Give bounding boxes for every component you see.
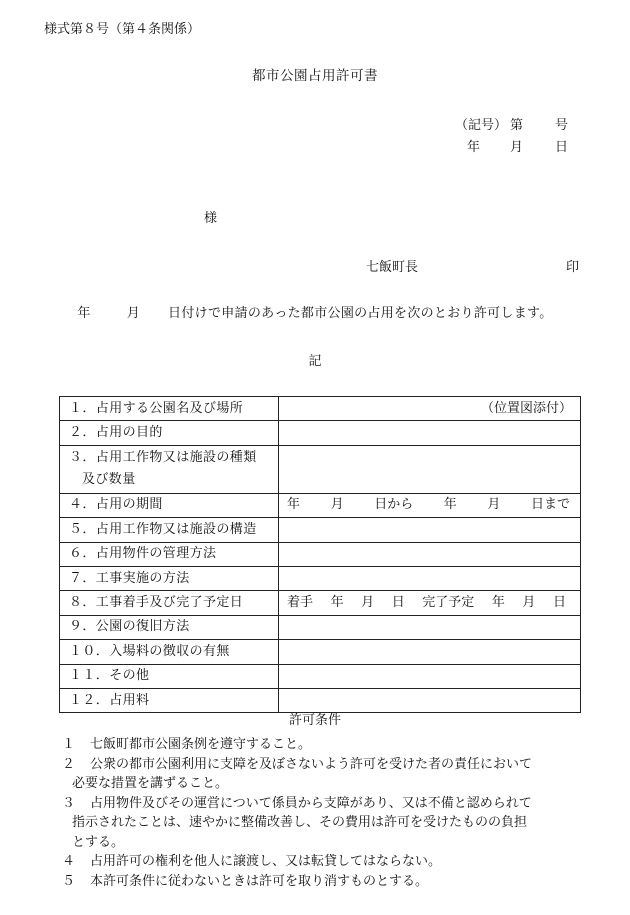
date-day: 日 (555, 140, 569, 155)
schedule-part: 月 (361, 595, 375, 611)
addressee-suffix: 様 (204, 211, 218, 226)
condition-text: 占用物件及びその運営について係員から支障があり、又は不備と認められて (90, 795, 532, 811)
schedule-part: 着手 (287, 595, 314, 611)
row-value (279, 664, 581, 688)
row-label: １０．入場料の徴収の有無 (60, 640, 279, 664)
row-label: ９．公園の復旧方法 (60, 615, 279, 639)
period-value (279, 493, 581, 517)
conditions-title: 許可条件 (288, 713, 341, 728)
table-row (60, 493, 581, 517)
period-part: 年 (287, 497, 301, 513)
condition-number: ３ (62, 795, 76, 811)
schedule-part: 日 (391, 595, 405, 611)
period-part: 日から (374, 497, 414, 513)
document-title: 都市公園占用許可書 (252, 68, 378, 84)
condition-text-cont: 指示されたことは、速やかに整備改善し、その費用は許可を受けたものの負担 (72, 815, 528, 830)
condition-item (62, 735, 587, 755)
condition-text-cont: とする。 (72, 834, 125, 850)
reference-go: 号 (555, 118, 569, 133)
condition-number: ５ (62, 873, 76, 889)
row-label: ５．占用工作物又は施設の構造 (60, 518, 279, 542)
condition-number: ４ (62, 854, 76, 869)
row-label-line2: 及び数量 (82, 472, 136, 488)
intro-year: 年 (77, 306, 91, 321)
schedule-part: 年 (330, 595, 344, 611)
row-value (279, 518, 581, 542)
condition-item (62, 872, 587, 892)
seal-mark: 印 (566, 260, 580, 275)
table-row (60, 518, 581, 542)
row-label: ２．占用の目的 (60, 421, 279, 445)
table-row (60, 542, 581, 566)
table-row (60, 421, 581, 445)
table-row (60, 445, 581, 493)
table-row (60, 640, 581, 664)
period-part: 年 (443, 497, 457, 513)
period-part: 日まで (530, 497, 570, 513)
row-value (279, 615, 581, 639)
table-row (60, 688, 581, 712)
row-value (279, 688, 581, 712)
table-row (60, 664, 581, 688)
row-label-line1: ３．占用工作物又は施設の種類 (69, 450, 257, 466)
row-label: ８．工事着手及び完了予定日 (60, 591, 279, 615)
form-number: 様式第８号（第４条関係） (44, 22, 201, 37)
row-value (279, 445, 581, 493)
row-label: ４．占用の期間 (60, 493, 279, 517)
condition-item (62, 755, 587, 794)
intro-sentence (0, 305, 630, 323)
condition-text: 占用許可の権利を他人に譲渡し、又は転貸してはならない。 (90, 854, 442, 869)
schedule-part: 年 (491, 595, 505, 611)
issuer-name: 七飯町長 (366, 260, 419, 275)
schedule-part: 完了予定 (422, 595, 475, 611)
row-label: １２．占用料 (60, 688, 279, 712)
row-value: （位置図添付） (279, 397, 581, 421)
schedule-part: 日 (552, 595, 566, 611)
condition-text: 七飯町都市公園条例を遵守すること。 (90, 737, 312, 752)
period-part: 月 (330, 497, 344, 513)
row-value (279, 640, 581, 664)
condition-item (62, 794, 587, 853)
condition-text-cont: 必要な措置を講ずること。 (72, 776, 229, 791)
schedule-value (279, 591, 581, 615)
table-row (60, 591, 581, 615)
period-part: 月 (487, 497, 501, 513)
intro-month: 月 (126, 306, 141, 321)
table-row (60, 397, 581, 421)
schedule-part: 月 (522, 595, 536, 611)
row-label: １１．その他 (60, 664, 279, 688)
row-label: ６．占用物件の管理方法 (60, 542, 279, 566)
conditions-list (62, 735, 587, 891)
row-label: １．占用する公園名及び場所 (60, 397, 279, 421)
row-value (279, 566, 581, 590)
condition-item (62, 852, 587, 872)
table-row (60, 566, 581, 590)
condition-number: ２ (62, 756, 76, 772)
row-label (60, 445, 279, 493)
row-value (279, 542, 581, 566)
condition-number: １ (62, 737, 76, 752)
permit-details-table (59, 396, 581, 713)
ki-heading: 記 (308, 354, 322, 369)
row-label: ７．工事実施の方法 (60, 566, 279, 590)
reference-dai: 第 (510, 118, 524, 133)
table-row (60, 615, 581, 639)
condition-text: 公衆の都市公園利用に支障を及ぼさないよう許可を受けた者の責任において (90, 756, 533, 772)
intro-text: 日付けで申請のあった都市公園の占用を次のとおり許可します。 (168, 306, 553, 321)
date-year: 年 (467, 140, 481, 155)
reference-label: （記号） (455, 118, 508, 133)
date-month: 月 (510, 140, 524, 155)
row-value (279, 421, 581, 445)
condition-text: 本許可条件に従わないときは許可を取り消すものとする。 (90, 873, 429, 889)
